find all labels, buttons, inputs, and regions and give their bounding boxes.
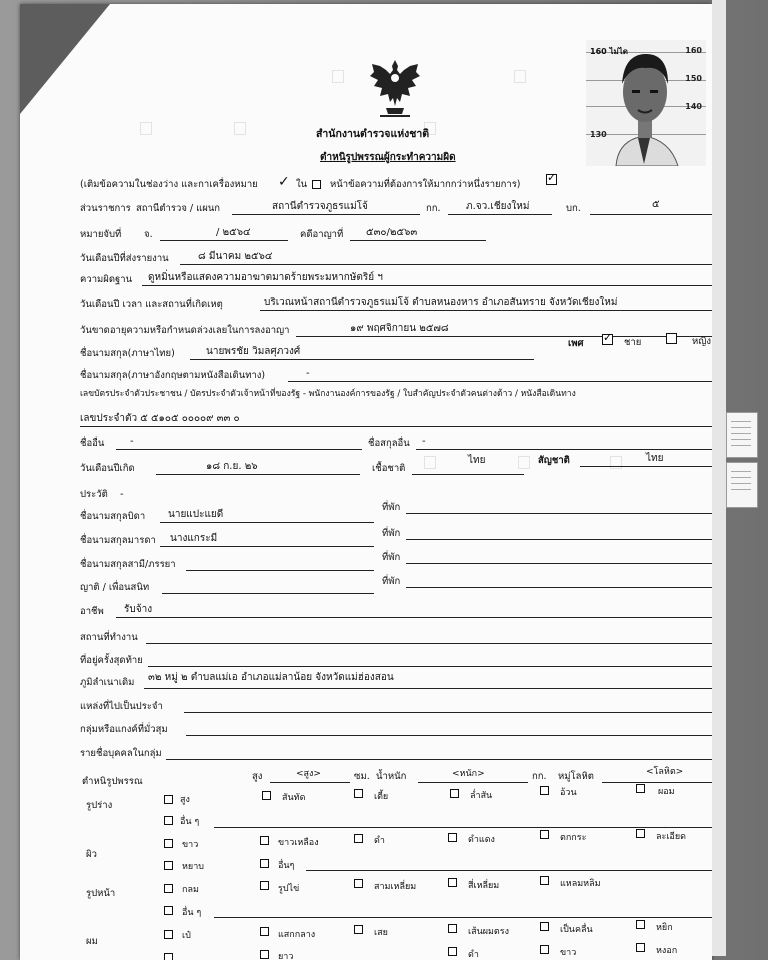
bk-label: บก. xyxy=(566,203,581,214)
father-field[interactable]: นายแปะแยดี xyxy=(168,509,224,520)
agency-title: สำนักงานตำรวจแห่งชาติ xyxy=(316,128,430,140)
page-thumbnails xyxy=(726,412,758,512)
relative-address-label: ที่พัก xyxy=(382,576,401,587)
spouse-address-label: ที่พัก xyxy=(382,552,401,563)
alias-surname-field[interactable]: - xyxy=(422,436,426,447)
build-short-checkbox[interactable] xyxy=(354,789,363,798)
name-th-field[interactable]: นายพรชัย วิมลศุภวงศ์ xyxy=(206,346,301,357)
face-other-checkbox[interactable] xyxy=(164,906,173,915)
hair-label: ผม xyxy=(86,936,98,947)
expiry-field[interactable]: ๑๙ พฤศจิกายน ๒๕๗๘ xyxy=(350,323,449,334)
build-thin-checkbox[interactable] xyxy=(636,784,645,793)
female-label: หญิง xyxy=(692,336,711,347)
mother-address-label: ที่พัก xyxy=(382,528,401,539)
faint-box xyxy=(514,70,526,83)
agency-sub-label: สถานีตำรวจ / แผนก xyxy=(136,203,221,214)
height-mark: 130 xyxy=(590,130,607,139)
build-stocky-checkbox[interactable] xyxy=(450,789,459,798)
weight-label: น้ำหนัก xyxy=(376,771,407,782)
faint-box xyxy=(610,456,622,469)
name-en-label: ชื่อนามสกุล(ภาษาอังกฤษตามหนังสือเดินทาง) xyxy=(80,370,266,381)
hair-option-label: หงอก xyxy=(656,946,678,956)
incident-field[interactable]: บริเวณหน้าสถานีตำรวจภูธรแม่โจ้ ตำบลหนองหาร อำเภอสันทราย จังหวัดเชียงใหม่ xyxy=(264,297,618,308)
face-option-label: สามเหลี่ยม xyxy=(374,882,417,892)
skin-yellow-checkbox[interactable] xyxy=(260,836,269,845)
skin-rough-checkbox[interactable] xyxy=(164,861,173,870)
male-label: ชาย xyxy=(624,337,642,348)
face-pointed-checkbox[interactable] xyxy=(540,876,549,885)
faint-box xyxy=(140,122,152,135)
occupation-field[interactable]: รับจ้าง xyxy=(124,604,153,615)
page-edge xyxy=(712,0,726,956)
multiple-items-checkbox[interactable] xyxy=(546,174,557,185)
occupation-label: อาชีพ xyxy=(80,606,104,617)
blood-label: หมู่โลหิต xyxy=(558,771,594,782)
height-mark: 160 ไม่ได xyxy=(590,47,628,56)
build-medium-checkbox[interactable] xyxy=(262,791,271,800)
skin-reddish-checkbox[interactable] xyxy=(448,833,457,842)
hair-option-label: แสกกลาง xyxy=(278,930,316,940)
case-label: คดีอาญาที่ xyxy=(300,229,344,240)
faint-box xyxy=(518,456,530,469)
height-label: สูง xyxy=(252,771,263,782)
build-fat-checkbox[interactable] xyxy=(540,786,549,795)
face-triangle-checkbox[interactable] xyxy=(354,879,363,888)
skin-option-label: ดำ xyxy=(374,836,385,846)
faint-box xyxy=(332,70,344,83)
face-option-label: กลม xyxy=(182,885,199,895)
faint-box xyxy=(424,456,436,469)
relative-label: ญาติ / เพื่อนสนิท xyxy=(80,582,150,593)
build-option-label: สูง xyxy=(180,795,190,805)
race-label: เชื้อชาติ xyxy=(372,463,406,474)
birth-label: วันเดือนปีเกิด xyxy=(80,463,135,474)
build-option-label: สันทัด xyxy=(282,793,306,803)
workplace-label: สถานที่ทำงาน xyxy=(80,632,138,643)
folded-corner xyxy=(20,4,110,114)
build-other-label: อื่น ๆ xyxy=(180,817,200,827)
offense-field[interactable]: ดูหมิ่นหรือแสดงความอาฆาตมาดร้ายพระมหากษัตริย์ ฯ xyxy=(148,272,383,283)
skin-smooth-checkbox[interactable] xyxy=(636,829,645,838)
warrant-label: หมายจับที่ xyxy=(80,229,122,240)
faint-box xyxy=(234,122,246,135)
garuda-emblem-icon xyxy=(366,56,424,120)
blood-field[interactable]: <โลหิต> xyxy=(646,767,684,777)
warrant-prefix: จ. xyxy=(144,229,153,240)
sex-label: เพศ xyxy=(568,338,584,349)
instruction-text: (เติมข้อความในช่องว่าง และกาเครื่องหมาย xyxy=(80,179,258,190)
domicile-field[interactable]: ๓๒ หมู่ ๒ ตำบลแม่เอ อำเภอแม่ลาน้อย จังหวัดแม่ฮ่องสอน xyxy=(148,672,394,683)
hair-option-label: ขาว xyxy=(560,948,577,958)
face-round-checkbox[interactable] xyxy=(164,884,173,893)
domicile-label: ภูมิลำเนาเดิม xyxy=(80,677,135,688)
physical-description-label: ตำหนิรูปพรรณ xyxy=(82,776,143,787)
alias-label: ชื่ออื่น xyxy=(80,438,105,449)
warrant-field[interactable]: / ๒๕๖๔ xyxy=(216,227,251,238)
check-mark: ✓ xyxy=(278,174,290,190)
spouse-label: ชื่อนามสกุลสามี/ภรรยา xyxy=(80,559,176,570)
build-option-label: เตี้ย xyxy=(374,792,389,802)
hair-option-label: เป๋ xyxy=(182,931,191,941)
alias-surname-label: ชื่อสกุลอื่น xyxy=(368,438,410,449)
height-mark: 140 xyxy=(685,102,702,111)
hangout-label: แหล่งที่ไปเป็นประจำ xyxy=(80,701,163,712)
name-th-label: ชื่อนามสกุล(ภาษาไทย) xyxy=(80,348,175,359)
person-portrait-icon xyxy=(586,40,706,166)
case-field[interactable]: ๕๓๐/๒๕๖๓ xyxy=(366,227,418,238)
agency-label: ส่วนราชการ xyxy=(80,203,131,214)
incident-label: วันเดือนปี เวลา และสถานที่เกิดเหตุ xyxy=(80,299,223,310)
skin-option-label: ขาวเหลือง xyxy=(278,838,319,848)
skin-option-label: หยาบ xyxy=(182,862,204,872)
female-checkbox[interactable] xyxy=(666,333,677,344)
hair-long2-checkbox[interactable] xyxy=(260,950,269,959)
hair-grey-checkbox[interactable] xyxy=(636,943,645,952)
mother-label: ชื่อนามสกุลมารดา xyxy=(80,535,156,546)
face-oval-checkbox[interactable] xyxy=(260,881,269,890)
race-field[interactable]: ไทย xyxy=(468,455,486,466)
build-tall-checkbox[interactable] xyxy=(164,795,173,804)
report-date-label: วันเดือนปีที่ส่งรายงาน xyxy=(80,253,169,264)
kg-label: กก. xyxy=(532,771,547,782)
hair-black-checkbox[interactable] xyxy=(448,947,457,956)
mother-field[interactable]: นางแกระมี xyxy=(170,533,218,544)
hair-option-label: เป็นคลื่น xyxy=(560,925,593,935)
hair-middle-part-checkbox[interactable] xyxy=(260,927,269,936)
face-square-checkbox[interactable] xyxy=(448,878,457,887)
height-mark: 160 xyxy=(685,46,702,55)
kk-field[interactable]: ภ.จว.เชียงใหม่ xyxy=(466,201,530,212)
skin-option-label: ละเอียด xyxy=(656,832,686,842)
skin-white-checkbox[interactable] xyxy=(164,839,173,848)
group-label: กลุ่มหรือแกงค์ที่มั่วสุม xyxy=(80,724,168,735)
hair-option-label: เส้นผมตรง xyxy=(468,927,510,937)
father-address-label: ที่พัก xyxy=(382,502,401,513)
hair-white-checkbox[interactable] xyxy=(540,945,549,954)
hair-long-checkbox[interactable] xyxy=(164,953,173,960)
father-label: ชื่อนามสกุลบิดา xyxy=(80,511,146,522)
page-thumbnail[interactable] xyxy=(726,462,758,508)
alias-field[interactable]: - xyxy=(130,436,134,447)
id-number-field[interactable]: เลขประจำตัว ๕ ๕๑๐๕ ๐๐๐๐๙ ๓๓ ๐ xyxy=(80,413,240,424)
skin-other-checkbox[interactable] xyxy=(260,859,269,868)
history-label: ประวัติ xyxy=(80,489,108,500)
instruction-text-2: หน้าข้อความที่ต้องการให้มากกว่าหนึ่งรายการ) xyxy=(330,179,521,190)
male-checkbox[interactable] xyxy=(602,334,613,345)
face-option-label: แหลมหลิม xyxy=(560,879,601,889)
in-text: ใน xyxy=(296,179,308,190)
name-en-field[interactable]: - xyxy=(306,368,310,379)
height-mark: 150 xyxy=(685,74,702,83)
skin-label: ผิว xyxy=(86,849,97,860)
weight-field[interactable]: <หนัก> xyxy=(452,769,485,779)
nationality-field[interactable]: ไทย xyxy=(646,453,664,464)
height-field[interactable]: <สูง> xyxy=(296,769,321,779)
face-option-label: รูปไข่ xyxy=(278,884,300,894)
report-date-field[interactable]: ๘ มีนาคม ๒๕๖๔ xyxy=(198,251,273,262)
hair-option-label: ดำ xyxy=(468,950,479,960)
hair-side-checkbox[interactable] xyxy=(164,930,173,939)
page-thumbnail[interactable] xyxy=(726,412,758,458)
skin-dark-checkbox[interactable] xyxy=(354,834,363,843)
sample-checkbox xyxy=(312,180,321,189)
build-label: รูปร่าง xyxy=(86,800,113,811)
hair-wavy-checkbox[interactable] xyxy=(540,922,549,931)
expiry-label: วันขาดอายุความหรือกำหนดล่วงเลยในการลงอาญา xyxy=(80,325,290,336)
build-other-checkbox[interactable] xyxy=(164,816,173,825)
history-field[interactable]: - xyxy=(120,489,124,500)
birth-field[interactable]: ๑๘ ก.ย. ๒๖ xyxy=(206,461,258,472)
build-option-label: ล่ำสัน xyxy=(470,791,493,801)
hair-straight-checkbox[interactable] xyxy=(448,924,457,933)
skin-option-label: ขาว xyxy=(182,840,199,850)
hair-curly-checkbox[interactable] xyxy=(636,920,645,929)
cm-label: ซม. xyxy=(354,771,370,782)
last-address-label: ที่อยู่ครั้งสุดท้าย xyxy=(80,655,143,666)
hair-option-label: เสย xyxy=(374,928,388,938)
skin-option-label: ตกกระ xyxy=(560,833,587,843)
agency-field[interactable]: สถานีตำรวจภูธรแม่โจ้ xyxy=(272,201,368,212)
bk-field[interactable]: ๕ xyxy=(652,199,660,210)
hair-option-label: หยิก xyxy=(656,923,673,933)
build-option-label: ผอม xyxy=(658,787,675,797)
face-other-label: อื่น ๆ xyxy=(182,908,202,918)
kk-label: กก. xyxy=(426,203,441,214)
document-page xyxy=(20,4,712,960)
face-option-label: สี่เหลี่ยม xyxy=(468,881,500,891)
members-label: รายชื่อบุคคลในกลุ่ม xyxy=(80,748,162,759)
offense-label: ความผิดฐาน xyxy=(80,274,133,285)
face-label: รูปหน้า xyxy=(86,888,116,899)
form-subtitle: ตำหนิรูปพรรณผู้กระทำความผิด xyxy=(320,152,456,163)
nationality-label: สัญชาติ xyxy=(538,455,570,466)
hair-option-label: ยาว xyxy=(278,952,294,960)
suspect-photo xyxy=(586,40,706,166)
skin-option-label: ดำแดง xyxy=(468,835,495,845)
skin-other-label: อื่นๆ xyxy=(278,861,295,871)
build-option-label: อ้วน xyxy=(560,788,577,798)
id-document-label: เลขบัตรประจำตัวประชาชน / บัตรประจำตัวเจ้าหน้าที่ของรัฐ - พนักงานองค์การของรัฐ / ใบสำคัญประจำตัวคนต่างด้าว / หนังสือเดินทาง xyxy=(80,389,576,399)
hair-slicked-checkbox[interactable] xyxy=(354,925,363,934)
skin-freckled-checkbox[interactable] xyxy=(540,830,549,839)
